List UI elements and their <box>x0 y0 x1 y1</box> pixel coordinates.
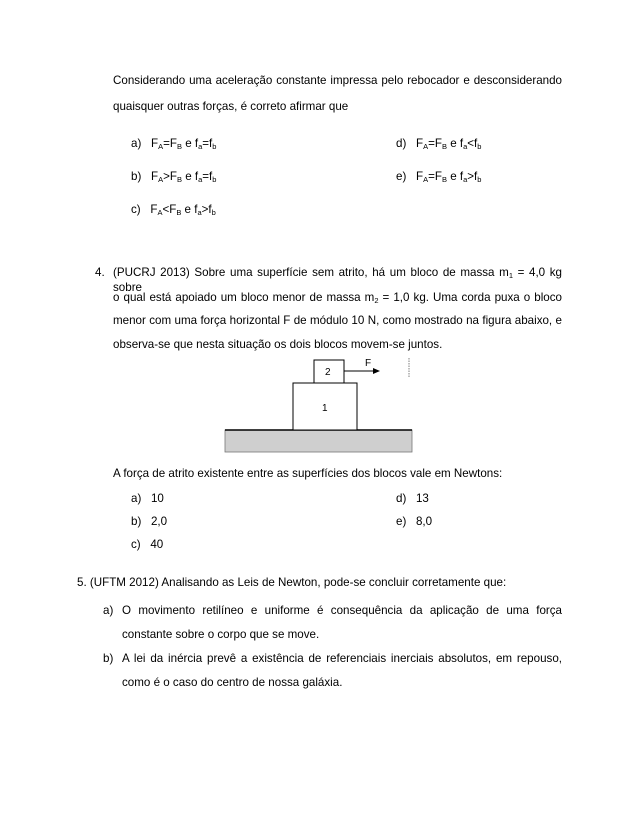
q4-option-c: c) 40 <box>131 538 164 551</box>
q4-line-3: menor com uma força horizontal F de módulo 10 N, como mostrado na figura abaixo, e <box>113 314 562 327</box>
q5-option-b-letter: b) <box>103 652 114 665</box>
q5-option-a-line-2: constante sobre o corpo que se move. <box>122 628 320 641</box>
blocks-figure <box>220 355 420 455</box>
q4-line-4: observa-se que nesta situação os dois blocos movem-se juntos. <box>113 338 443 351</box>
q3-option-b: b) $F_A>F_B$ e $f_a=f_b$ <box>131 170 217 184</box>
q3-option-a: a) $F_A=F_B$ e $f_a=f_b$ <box>131 137 217 151</box>
block-2-label: 2 <box>325 367 331 378</box>
q3-option-e: e) $F_A=F_B$ e $f_a>f_b$ <box>396 170 482 184</box>
q3-option-d: d) $F_A=F_B$ e $f_a<f_b$ <box>396 137 482 151</box>
block-1-label: 1 <box>322 403 328 414</box>
q4-option-d: d) 13 <box>396 492 429 505</box>
intro-line-2: quaisquer outras forças, é correto afirmar que <box>113 100 349 113</box>
q3-option-c: c) $F_A<F_B$ e $f_a>f_b$ <box>131 203 216 217</box>
intro-line-1: Considerando uma aceleração constante impressa pelo rebocador e desconsiderando <box>113 74 562 87</box>
q4-number: 4. <box>95 266 105 279</box>
q4-option-e: e) 8,0 <box>396 515 433 528</box>
force-label: F <box>365 358 372 369</box>
q5-option-a-letter: a) <box>103 604 114 617</box>
q5-option-b-line-2: como é o caso do centro de nossa galáxia. <box>122 676 343 689</box>
q5-option-a-line-1: O movimento retilíneo e uniforme é consequência da aplicação de uma força <box>122 604 562 617</box>
q4-line-1: (PUCRJ 2013) Sobre uma superfície sem atrito, há um bloco de massa $m_1 = 4,0$ kg sobre <box>113 266 563 294</box>
q4-question: A força de atrito existente entre as superfícies dos blocos vale em Newtons: <box>113 467 503 480</box>
q5-title: 5. (UFTM 2012) Analisando as Leis de Newton, pode-se concluir corretamente que: <box>77 576 507 589</box>
q5-option-b-line-1: A lei da inércia prevê a existência de referenciais inerciais absolutos, em repouso, <box>122 652 562 665</box>
force-arrow-head <box>373 368 380 374</box>
ground-surface <box>225 430 412 452</box>
q4-option-a: a) 10 <box>131 492 164 505</box>
q4-line-2: o qual está apoiado um bloco menor de massa $m_2 = 1,0$ kg. Uma corda puxa o bloco <box>113 291 562 305</box>
q4-option-b: b) 2,0 <box>131 515 168 528</box>
